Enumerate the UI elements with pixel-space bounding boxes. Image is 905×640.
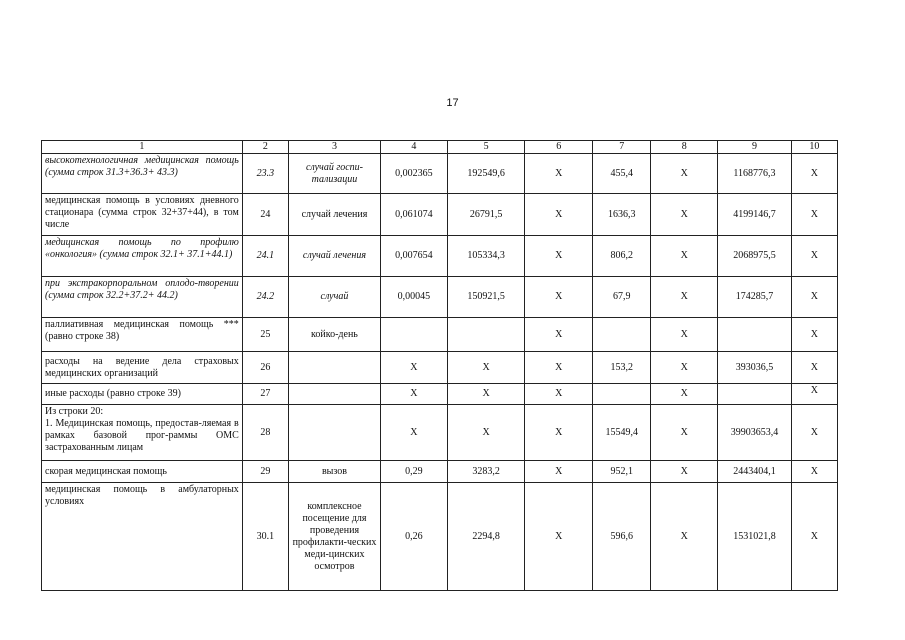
cell-value: Х xyxy=(651,352,718,384)
cell-value: 192549,6 xyxy=(447,154,525,194)
table-row xyxy=(42,154,838,194)
row-name: паллиативная медицинская помощь *** (равно строке 38) xyxy=(42,318,243,352)
column-header: 10 xyxy=(791,141,837,154)
cell-value: Х xyxy=(651,194,718,236)
row-unit: койко-день xyxy=(288,318,380,352)
cell-value xyxy=(593,318,651,352)
cell-value: Х xyxy=(525,277,593,318)
cell-value: 455,4 xyxy=(593,154,651,194)
cell-value: 1531021,8 xyxy=(718,483,792,591)
cell-value: 26791,5 xyxy=(447,194,525,236)
table-row xyxy=(42,352,838,384)
cell-value xyxy=(381,318,448,352)
cell-value xyxy=(718,318,792,352)
header-row xyxy=(42,141,838,154)
cell-value: 0,007654 xyxy=(381,236,448,277)
column-header: 3 xyxy=(288,141,380,154)
row-code: 25 xyxy=(242,318,288,352)
cell-value: Х xyxy=(447,352,525,384)
table-row xyxy=(42,405,838,461)
cell-value xyxy=(447,318,525,352)
row-unit xyxy=(288,384,380,405)
row-code: 28 xyxy=(242,405,288,461)
row-code: 30.1 xyxy=(242,483,288,591)
cell-value: Х xyxy=(651,461,718,483)
column-header: 6 xyxy=(525,141,593,154)
cell-value: Х xyxy=(381,405,448,461)
cell-value: 952,1 xyxy=(593,461,651,483)
row-name-line: 1. Медицинская помощь, предостав-ляемая в рамках базовой прог-раммы ОМС застрахованным лицам xyxy=(45,418,239,453)
cell-value: 15549,4 xyxy=(593,405,651,461)
cell-value: Х xyxy=(525,318,593,352)
cell-value: Х xyxy=(525,405,593,461)
cell-value: Х xyxy=(525,194,593,236)
cell-value: Х xyxy=(791,352,837,384)
cell-value: 1168776,3 xyxy=(718,154,792,194)
row-code: 24.2 xyxy=(242,277,288,318)
cell-value: Х xyxy=(651,236,718,277)
data-table xyxy=(41,140,838,591)
cell-value: Х xyxy=(791,277,837,318)
row-unit xyxy=(288,405,380,461)
cell-value: Х xyxy=(791,236,837,277)
cell-value: 2443404,1 xyxy=(718,461,792,483)
cell-value: 0,002365 xyxy=(381,154,448,194)
row-unit: случай лечения xyxy=(288,194,380,236)
row-code: 24.1 xyxy=(242,236,288,277)
column-header: 1 xyxy=(42,141,243,154)
cell-value: 153,2 xyxy=(593,352,651,384)
row-unit: комплексное посещение для проведения профилакти-ческих меди-цинских осмотров xyxy=(288,483,380,591)
table-row xyxy=(42,277,838,318)
cell-value: Х xyxy=(791,405,837,461)
cell-value: Х xyxy=(447,405,525,461)
cell-value: 1636,3 xyxy=(593,194,651,236)
cell-value: 174285,7 xyxy=(718,277,792,318)
table-row xyxy=(42,384,838,405)
cell-value: Х xyxy=(525,352,593,384)
row-unit: случай госпи-тализации xyxy=(288,154,380,194)
column-header: 4 xyxy=(381,141,448,154)
row-unit: вызов xyxy=(288,461,380,483)
row-code: 24 xyxy=(242,194,288,236)
cell-value: Х xyxy=(651,384,718,405)
cell-value: 0,29 xyxy=(381,461,448,483)
table-row xyxy=(42,483,838,591)
table-row xyxy=(42,194,838,236)
row-code: 29 xyxy=(242,461,288,483)
row-name: расходы на ведение дела страховых медицинских организаций xyxy=(42,352,243,384)
cell-value: Х xyxy=(525,461,593,483)
cell-value: Х xyxy=(651,405,718,461)
cell-value: Х xyxy=(791,384,837,405)
row-name: медицинская помощь в условиях дневного стационара (сумма строк 32+37+44), в том числе xyxy=(42,194,243,236)
cell-value: Х xyxy=(791,318,837,352)
cell-value: Х xyxy=(381,352,448,384)
cell-value: Х xyxy=(447,384,525,405)
cell-value: 806,2 xyxy=(593,236,651,277)
cell-value: Х xyxy=(525,154,593,194)
cell-value: 67,9 xyxy=(593,277,651,318)
column-header: 7 xyxy=(593,141,651,154)
row-code: 27 xyxy=(242,384,288,405)
table-row xyxy=(42,236,838,277)
row-name: иные расходы (равно строке 39) xyxy=(42,384,243,405)
cell-value: Х xyxy=(525,384,593,405)
page-number: 17 xyxy=(446,97,459,109)
cell-value: Х xyxy=(651,277,718,318)
cell-value: 4199146,7 xyxy=(718,194,792,236)
column-header: 8 xyxy=(651,141,718,154)
row-unit xyxy=(288,352,380,384)
row-code: 26 xyxy=(242,352,288,384)
row-name: высокотехнологичная медицинская помощь (сумма строк 31.3+36.3+ 43.3) xyxy=(42,154,243,194)
row-name: скорая медицинская помощь xyxy=(42,461,243,483)
cell-value xyxy=(718,384,792,405)
cell-value: Х xyxy=(525,483,593,591)
cell-value: Х xyxy=(791,461,837,483)
column-header: 5 xyxy=(447,141,525,154)
cell-value: 2294,8 xyxy=(447,483,525,591)
table-row xyxy=(42,318,838,352)
cell-value: Х xyxy=(525,236,593,277)
cell-value: Х xyxy=(791,154,837,194)
row-name: при экстракорпоральном оплодо-творении (сумма строк 32.2+37.2+ 44.2) xyxy=(42,277,243,318)
cell-value: 596,6 xyxy=(593,483,651,591)
row-name: медицинская помощь по профилю «онкология» (сумма строк 32.1+ 37.1+44.1) xyxy=(42,236,243,277)
cell-value xyxy=(593,384,651,405)
cell-value: Х xyxy=(651,483,718,591)
cell-value: 0,00045 xyxy=(381,277,448,318)
cell-value: 150921,5 xyxy=(447,277,525,318)
table-row xyxy=(42,461,838,483)
column-header: 9 xyxy=(718,141,792,154)
row-name: медицинская помощь в амбулаторных условиях xyxy=(42,483,243,591)
cell-value: Х xyxy=(791,483,837,591)
cell-value: 105334,3 xyxy=(447,236,525,277)
row-unit: случай xyxy=(288,277,380,318)
cell-value: Х xyxy=(791,194,837,236)
row-name xyxy=(42,405,243,461)
cell-value: 2068975,5 xyxy=(718,236,792,277)
cell-value: Х xyxy=(651,318,718,352)
column-header: 2 xyxy=(242,141,288,154)
cell-value: 39903653,4 xyxy=(718,405,792,461)
row-unit: случай лечения xyxy=(288,236,380,277)
cell-value: 0,061074 xyxy=(381,194,448,236)
cell-value: 0,26 xyxy=(381,483,448,591)
cell-value: Х xyxy=(381,384,448,405)
row-code: 23.3 xyxy=(242,154,288,194)
row-name-line: Из строки 20: xyxy=(45,406,104,417)
cell-value: 393036,5 xyxy=(718,352,792,384)
cell-value: Х xyxy=(651,154,718,194)
cell-value: 3283,2 xyxy=(447,461,525,483)
